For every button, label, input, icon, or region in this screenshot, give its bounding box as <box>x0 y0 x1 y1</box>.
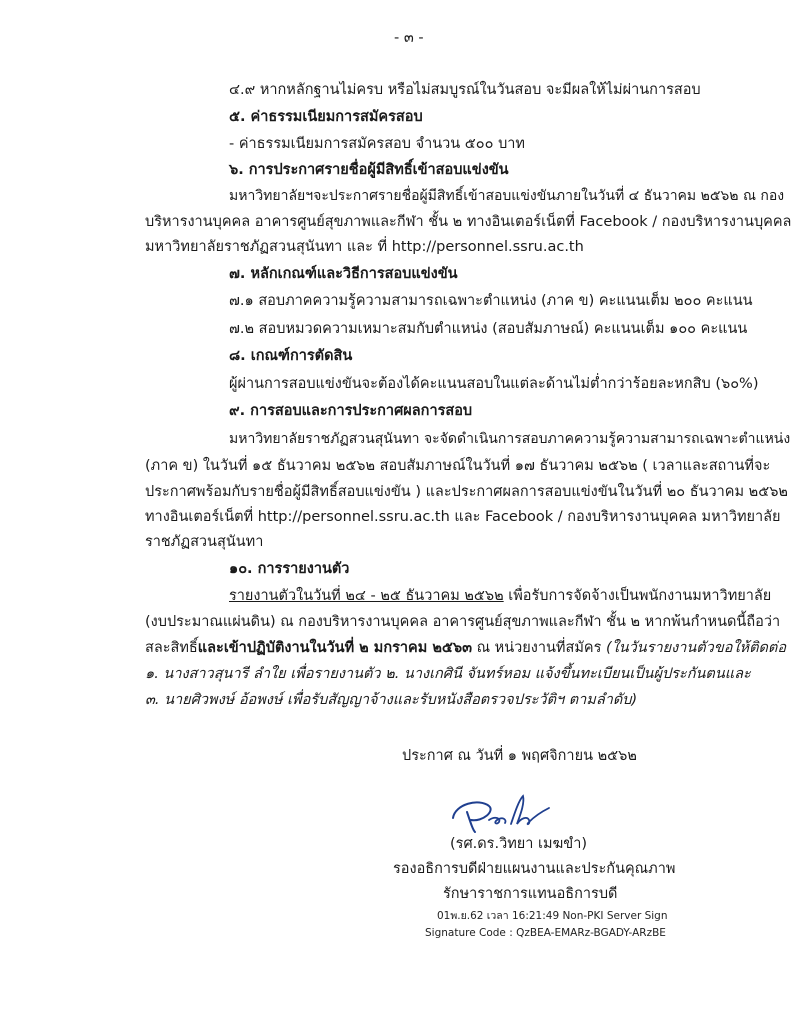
section-9-line-1: มหาวิทยาลัยราชภัฏสวนสุนันทา จะจัดดำเนินการสอบภาคความรู้ความสามารถเฉพาะตำแหน่ง <box>229 431 791 447</box>
section-9-line-5: ราชภัฏสวนสุนันทา <box>145 534 264 550</box>
section-5-line-1: - ค่าธรรมเนียมการสมัครสอบ จำนวน ๕๐๐ บาท <box>229 136 525 152</box>
section-9-line-4: ทางอินเตอร์เน็ตที่ http://personnel.ssru.ac.th และ Facebook / กองบริหารงานบุคคล มหาวิทยาลัย <box>145 509 781 525</box>
section-6-line-1: มหาวิทยาลัยฯจะประกาศรายชื่อผู้มีสิทธิ์เข้าสอบแข่งขันภายในวันที่ ๔ ธันวาคม ๒๕๖๒ ณ กอง <box>229 188 785 204</box>
section-10-line-1 <box>229 586 771 606</box>
section-10-line-5: ๓. นายศิวพงษ์ อ้อพงษ์ เพื่อรับสัญญาจ้างและรับหนังสือตรวจประวัติฯ ตามลำดับ) <box>145 692 638 708</box>
report-date-underlined: รายงานตัวในวันที่ ๒๔ - ๒๕ ธันวาคม ๒๕๖๒ <box>229 588 504 604</box>
section-6-line-3: มหาวิทยาลัยราชภัฏสวนสุนันทา และ ที่ http://personnel.ssru.ac.th <box>145 239 584 255</box>
section-9-heading: ๙. การสอบและการประกาศผลการสอบ <box>229 403 473 419</box>
start-work-date: และเข้าปฏิบัติงานในวันที่ ๒ มกราคม ๒๕๖๓ <box>197 640 473 656</box>
section-7-line-2: ๗.๒ สอบหมวดความเหมาะสมกับตำแหน่ง (สอบสัมภาษณ์) คะแนนเต็ม ๑๐๐ คะแนน <box>229 321 748 337</box>
forfeit-text: สละสิทธิ์ <box>145 640 198 656</box>
handwritten-signature <box>445 790 555 840</box>
section-10-line-2: (งบประมาณแผ่นดิน) ณ กองบริหารงานบุคคล อาคารศูนย์สุขภาพและกีฬา ชั้น ๒ หากพ้นกำหนดนี้ถือว่า <box>145 614 781 630</box>
section-6-heading: ๖. การประกาศรายชื่อผู้มีสิทธิ์เข้าสอบแข่งขัน <box>229 162 509 178</box>
section-10-heading: ๑๐. การรายงานตัว <box>229 561 350 577</box>
e-sign-stamp-line-2: Signature Code : QzBEA-EMARz-BGADY-ARzBE <box>425 927 666 939</box>
section-10-line-4: ๑. นางสาวสุนารี ลำใย เพื่อรายงานตัว ๒. นางเกศินี จันทร์หอม แจ้งขึ้นทะเบียนเป็นผู้ประกันตนและ <box>145 666 751 682</box>
contact-note: (ในวันรายงานตัวขอให้ติดต่อ <box>606 640 787 656</box>
section-10-line-3 <box>145 638 786 658</box>
section-9-line-2: (ภาค ข) ในวันที่ ๑๕ ธันวาคม ๒๕๖๒ สอบสัมภาษณ์ในวันที่ ๑๗ ธันวาคม ๒๕๖๒ ( เวลาและสถานที่จะ <box>145 458 771 474</box>
signer-title-1: รองอธิการบดีฝ่ายแผนงานและประกันคุณภาพ <box>393 861 676 877</box>
section-7-heading: ๗. หลักเกณฑ์และวิธีการสอบแข่งขัน <box>229 266 458 282</box>
section-6-line-2: บริหารงานบุคคล อาคารศูนย์สุขภาพและกีฬา ชั้น ๒ ทางอินเตอร์เน็ตที่ Facebook / กองบริหารงานบุคคล <box>145 214 792 230</box>
section-8-line-1: ผู้ผ่านการสอบแข่งขันจะต้องได้คะแนนสอบในแต่ละด้านไม่ต่ำกว่าร้อยละหกสิบ (๖๐%) <box>229 376 759 392</box>
item-4-9: ๔.๙ หากหลักฐานไม่ครบ หรือไม่สมบูรณ์ในวันสอบ จะมีผลให้ไม่ผ่านการสอบ <box>229 82 701 98</box>
section-9-line-3: ประกาศพร้อมกับรายชื่อผู้มีสิทธิ์สอบแข่งขัน ) และประกาศผลการสอบแข่งขันในวันที่ ๒๐ ธันวาคม ๒๕๖๒ <box>145 484 788 500</box>
signer-title-2: รักษาราชการแทนอธิการบดี <box>443 886 618 902</box>
signer-name: (รศ.ดร.วิทยา เมฆขำ) <box>450 836 588 852</box>
report-purpose: เพื่อรับการจัดจ้างเป็นพนักงานมหาวิทยาลัย <box>503 588 772 604</box>
e-sign-stamp-line-1: 01พ.ย.62 เวลา 16:21:49 Non-PKI Server Sign <box>437 910 668 922</box>
workplace-text: ณ หน่วยงานที่สมัคร <box>472 640 606 656</box>
section-5-heading: ๕. ค่าธรรมเนียมการสมัครสอบ <box>229 109 423 125</box>
page-number: - ๓ - <box>394 30 424 46</box>
section-7-line-1: ๗.๑ สอบภาคความรู้ความสามารถเฉพาะตำแหน่ง (ภาค ข) คะแนนเต็ม ๒๐๐ คะแนน <box>229 293 753 309</box>
section-8-heading: ๘. เกณฑ์การตัดสิน <box>229 348 353 364</box>
announcement-date: ประกาศ ณ วันที่ ๑ พฤศจิกายน ๒๕๖๒ <box>402 748 637 764</box>
